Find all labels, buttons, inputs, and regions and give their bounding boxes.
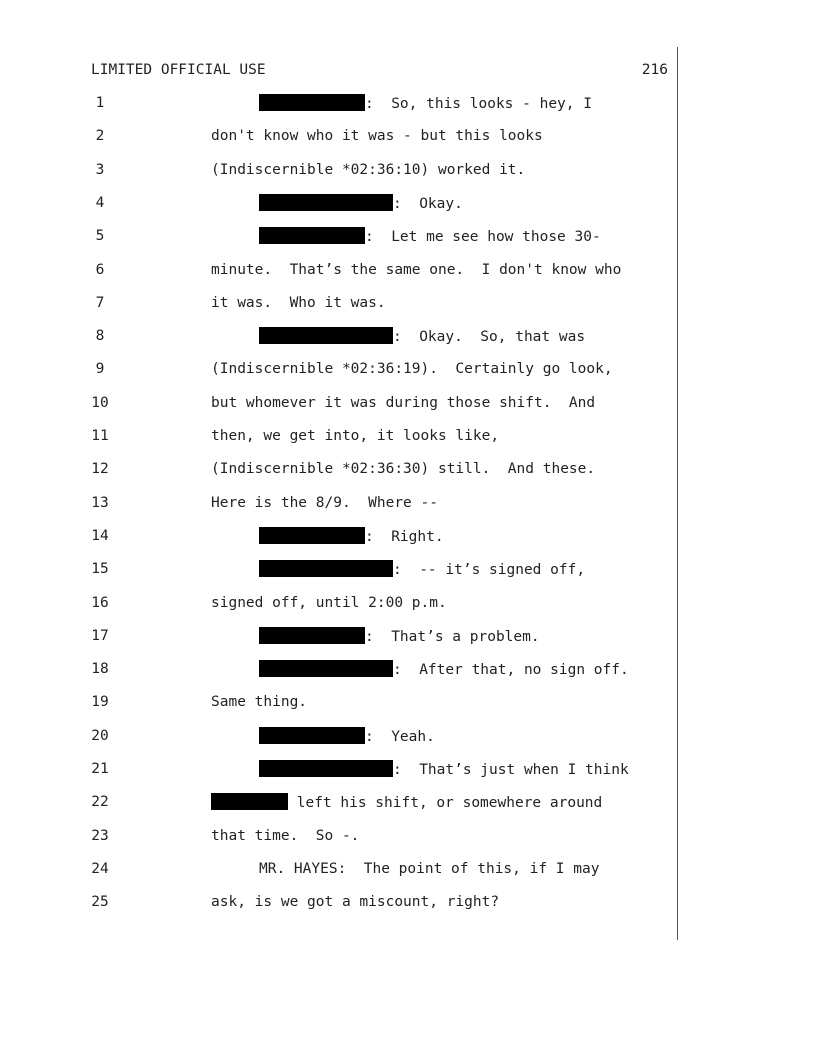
line-text: it was. Who it was.	[211, 295, 386, 311]
transcript-line	[211, 394, 595, 412]
transcript-line	[211, 494, 438, 512]
transcript-line	[211, 793, 602, 812]
redaction-block	[259, 760, 393, 777]
line-text: : Okay. So, that was	[393, 329, 586, 345]
line-text: that time. So -.	[211, 828, 360, 844]
line-text: Same thing.	[211, 694, 308, 710]
transcript-line	[259, 194, 463, 213]
line-text: minute. That’s the same one. I don't know who	[211, 262, 622, 278]
transcript-line	[211, 161, 525, 179]
line-number: 22	[91, 794, 109, 810]
classification-header: LIMITED OFFICIAL USE	[91, 62, 266, 78]
transcript-line	[211, 594, 447, 612]
redaction-block	[211, 793, 288, 810]
line-number: 20	[91, 728, 109, 744]
transcript-line	[211, 261, 621, 279]
line-number: 24	[91, 861, 109, 877]
redaction-block	[259, 627, 365, 644]
line-number: 12	[91, 461, 109, 477]
line-text: left his shift, or somewhere around	[288, 795, 603, 811]
right-margin-rule	[677, 47, 678, 940]
line-number: 23	[91, 828, 109, 844]
line-number: 9	[95, 361, 105, 377]
redaction-block	[259, 327, 393, 344]
redaction-block	[259, 527, 365, 544]
transcript-line	[211, 893, 499, 911]
line-text: ask, is we got a miscount, right?	[211, 894, 500, 910]
transcript-line	[259, 860, 599, 878]
redaction-block	[259, 194, 393, 211]
line-text: : After that, no sign off.	[393, 662, 629, 678]
line-number: 14	[91, 528, 109, 544]
transcript-line	[211, 294, 386, 312]
line-text: : -- it’s signed off,	[393, 562, 586, 578]
transcript-line	[211, 827, 359, 845]
line-number: 10	[91, 395, 109, 411]
page-number: 216	[641, 62, 668, 78]
line-number: 1	[95, 95, 105, 111]
transcript-line	[259, 560, 585, 579]
transcript-line	[211, 693, 307, 711]
line-text: don't know who it was - but this looks	[211, 128, 543, 144]
line-number: 19	[91, 694, 109, 710]
line-number: 11	[91, 428, 109, 444]
redaction-block	[259, 227, 365, 244]
line-number: 2	[95, 128, 105, 144]
line-text: : Right.	[365, 529, 444, 545]
line-number: 3	[95, 162, 105, 178]
line-text: then, we get into, it looks like,	[211, 428, 500, 444]
line-text: (Indiscernible *02:36:19). Certainly go look,	[211, 361, 613, 377]
line-number: 21	[91, 761, 109, 777]
line-number: 15	[91, 561, 109, 577]
transcript-line	[259, 94, 592, 113]
line-text: (Indiscernible *02:36:10) worked it.	[211, 162, 526, 178]
line-number: 17	[91, 628, 109, 644]
transcript-line	[259, 627, 540, 646]
transcript-line	[211, 127, 543, 145]
line-text: MR. HAYES: The point of this, if I may	[259, 861, 600, 877]
transcript-line	[259, 660, 629, 679]
line-text: signed off, until 2:00 p.m.	[211, 595, 447, 611]
line-text: : That’s a problem.	[365, 629, 540, 645]
transcript-line	[259, 227, 601, 246]
transcript-line	[211, 460, 595, 478]
line-text: Here is the 8/9. Where --	[211, 495, 438, 511]
line-text: : Let me see how those 30-	[365, 229, 601, 245]
line-number: 13	[91, 495, 109, 511]
redaction-block	[259, 727, 365, 744]
transcript-line	[211, 427, 499, 445]
line-number: 7	[95, 295, 105, 311]
line-number: 8	[95, 328, 105, 344]
transcript-line	[211, 360, 613, 378]
transcript-line	[259, 327, 585, 346]
redaction-block	[259, 660, 393, 677]
line-text: but whomever it was during those shift. And	[211, 395, 596, 411]
transcript-line	[259, 727, 435, 746]
line-number: 16	[91, 595, 109, 611]
line-number: 6	[95, 262, 105, 278]
line-text: : Yeah.	[365, 729, 435, 745]
line-text: : So, this looks - hey, I	[365, 96, 592, 112]
transcript-line	[259, 527, 444, 546]
line-text: : That’s just when I think	[393, 762, 629, 778]
line-number: 5	[95, 228, 105, 244]
line-number: 18	[91, 661, 109, 677]
line-number: 4	[95, 195, 105, 211]
redaction-block	[259, 94, 365, 111]
redaction-block	[259, 560, 393, 577]
transcript-line	[259, 760, 629, 779]
line-text: (Indiscernible *02:36:30) still. And these.	[211, 461, 596, 477]
line-number: 25	[91, 894, 109, 910]
line-text: : Okay.	[393, 196, 463, 212]
